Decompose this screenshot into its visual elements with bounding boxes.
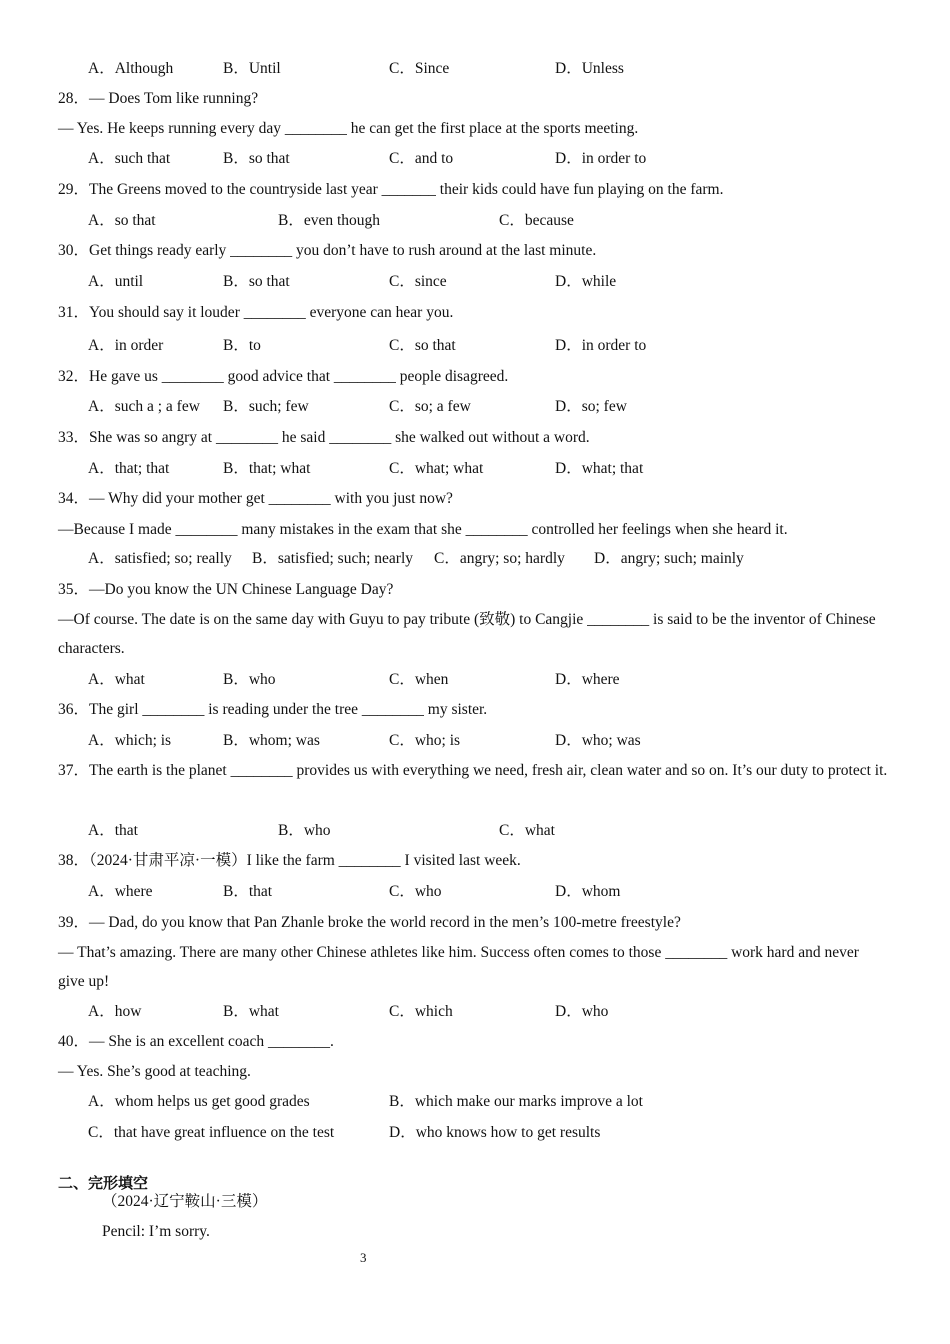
q39-reply: — That’s amazing. There are many other Chinese athletes like him. Success often comes to those ________ work hard and never give up! <box>58 944 859 990</box>
q35-option-d: D．where <box>555 671 620 688</box>
q34-option-a: A．satisfied; so; really <box>88 550 232 567</box>
q27-option-a: A．Although <box>88 60 174 77</box>
q32-option-d: D．so; few <box>555 398 627 415</box>
q29-option-b: B．even though <box>278 212 381 229</box>
q30-option-d: D．while <box>555 273 617 290</box>
page-number: 3 <box>360 1250 367 1265</box>
q40-option-a: A．whom helps us get good grades <box>88 1093 310 1110</box>
q37-stem: 37．The earth is the planet ________ provides us with everything we need, fresh air, clean water and so on. It’s our duty to protect it. <box>58 762 888 779</box>
q34-reply: —Because I made ________ many mistakes in the exam that she ________ controlled her feelings when she heard it. <box>58 521 788 538</box>
q38-option-c: C．who <box>389 883 442 900</box>
q30-option-c: C．since <box>389 273 447 290</box>
q38-option-a: A．where <box>88 883 153 900</box>
q33-option-c: C．what; what <box>389 460 484 477</box>
passage-first-line: Pencil: I’m sorry. <box>102 1223 210 1240</box>
q33-option-d: D．what; that <box>555 460 644 477</box>
q30-stem: 30．Get things ready early ________ you don’t have to rush around at the last minute. <box>58 242 597 259</box>
q34-stem: 34．— Why did your mother get ________ with you just now? <box>58 490 453 507</box>
q38-option-d: D．whom <box>555 883 621 900</box>
q27-option-c: C．Since <box>389 60 450 77</box>
q37-option-c: C．what <box>499 822 555 839</box>
q40-option-b: B．which make our marks improve a lot <box>389 1093 643 1110</box>
q40-option-d: D．who knows how to get results <box>389 1124 601 1141</box>
q31-stem: 31．You should say it louder ________ everyone can hear you. <box>58 304 454 321</box>
q35-reply: —Of course. The date is on the same day with Guyu to pay tribute (致敬) to Cangjie ________ is said to be the inventor of Chinese characters. <box>58 611 876 657</box>
q29-option-a: A．so that <box>88 212 156 229</box>
q29-option-c: C．because <box>499 212 574 229</box>
q35-stem: 35．—Do you know the UN Chinese Language Day? <box>58 581 394 598</box>
q28-option-d: D．in order to <box>555 150 647 167</box>
q28-option-c: C．and to <box>389 150 454 167</box>
q33-option-a: A．that; that <box>88 460 170 477</box>
q37-option-b: B．who <box>278 822 331 839</box>
q36-option-a: A．which; is <box>88 732 172 749</box>
q39-option-c: C．which <box>389 1003 453 1020</box>
q27-option-d: D．Unless <box>555 60 624 77</box>
q39-option-a: A．how <box>88 1003 142 1020</box>
q28-option-a: A．such that <box>88 150 171 167</box>
q33-stem: 33．She was so angry at ________ he said ________ she walked out without a word. <box>58 429 590 446</box>
q40-option-c: C．that have great influence on the test <box>88 1124 335 1141</box>
q30-option-b: B．so that <box>223 273 290 290</box>
q28-reply: — Yes. He keeps running every day ________ he can get the first place at the sports meeting. <box>58 120 639 137</box>
q38-stem: 38．（2024·甘肃平凉·一模）I like the farm ________ I visited last week. <box>58 852 521 869</box>
q32-stem: 32．He gave us ________ good advice that ________ people disagreed. <box>58 368 509 385</box>
q37-option-a: A．that <box>88 822 138 839</box>
q31-option-c: C．so that <box>389 337 456 354</box>
q32-option-b: B．such; few <box>223 398 309 415</box>
q35-option-a: A．what <box>88 671 145 688</box>
section-heading: 二、完形填空 <box>58 1174 149 1192</box>
q39-option-b: B．what <box>223 1003 279 1020</box>
q27-option-b: B．Until <box>223 60 281 77</box>
q35-option-b: B．who <box>223 671 276 688</box>
q28-option-b: B．so that <box>223 150 290 167</box>
q39-stem: 39．— Dad, do you know that Pan Zhanle broke the world record in the men’s 100-metre freestyle? <box>58 914 681 931</box>
q31-option-a: A．in order <box>88 337 164 354</box>
q39-option-d: D．who <box>555 1003 609 1020</box>
q29-stem: 29．The Greens moved to the countryside last year _______ their kids could have fun playing on the farm. <box>58 181 724 198</box>
q34-option-c: C．angry; so; hardly <box>434 550 565 567</box>
q30-option-a: A．until <box>88 273 144 290</box>
q38-option-b: B．that <box>223 883 273 900</box>
q31-option-b: B．to <box>223 337 261 354</box>
q34-option-b: B．satisfied; such; nearly <box>252 550 413 567</box>
q40-reply: — Yes. She’s good at teaching. <box>58 1063 251 1080</box>
q32-option-c: C．so; a few <box>389 398 471 415</box>
q31-option-d: D．in order to <box>555 337 647 354</box>
q35-option-c: C．when <box>389 671 449 688</box>
section-source: （2024·辽宁鞍山·三模） <box>102 1193 268 1210</box>
q36-option-b: B．whom; was <box>223 732 320 749</box>
q36-option-c: C．who; is <box>389 732 461 749</box>
q36-option-d: D．who; was <box>555 732 641 749</box>
q40-stem: 40．— She is an excellent coach ________. <box>58 1033 334 1050</box>
q36-stem: 36．The girl ________ is reading under the tree ________ my sister. <box>58 701 488 718</box>
q28-stem: 28．— Does Tom like running? <box>58 90 259 107</box>
q33-option-b: B．that; what <box>223 460 311 477</box>
q34-option-d: D．angry; such; mainly <box>594 550 744 567</box>
q32-option-a: A．such a ; a few <box>88 398 200 415</box>
